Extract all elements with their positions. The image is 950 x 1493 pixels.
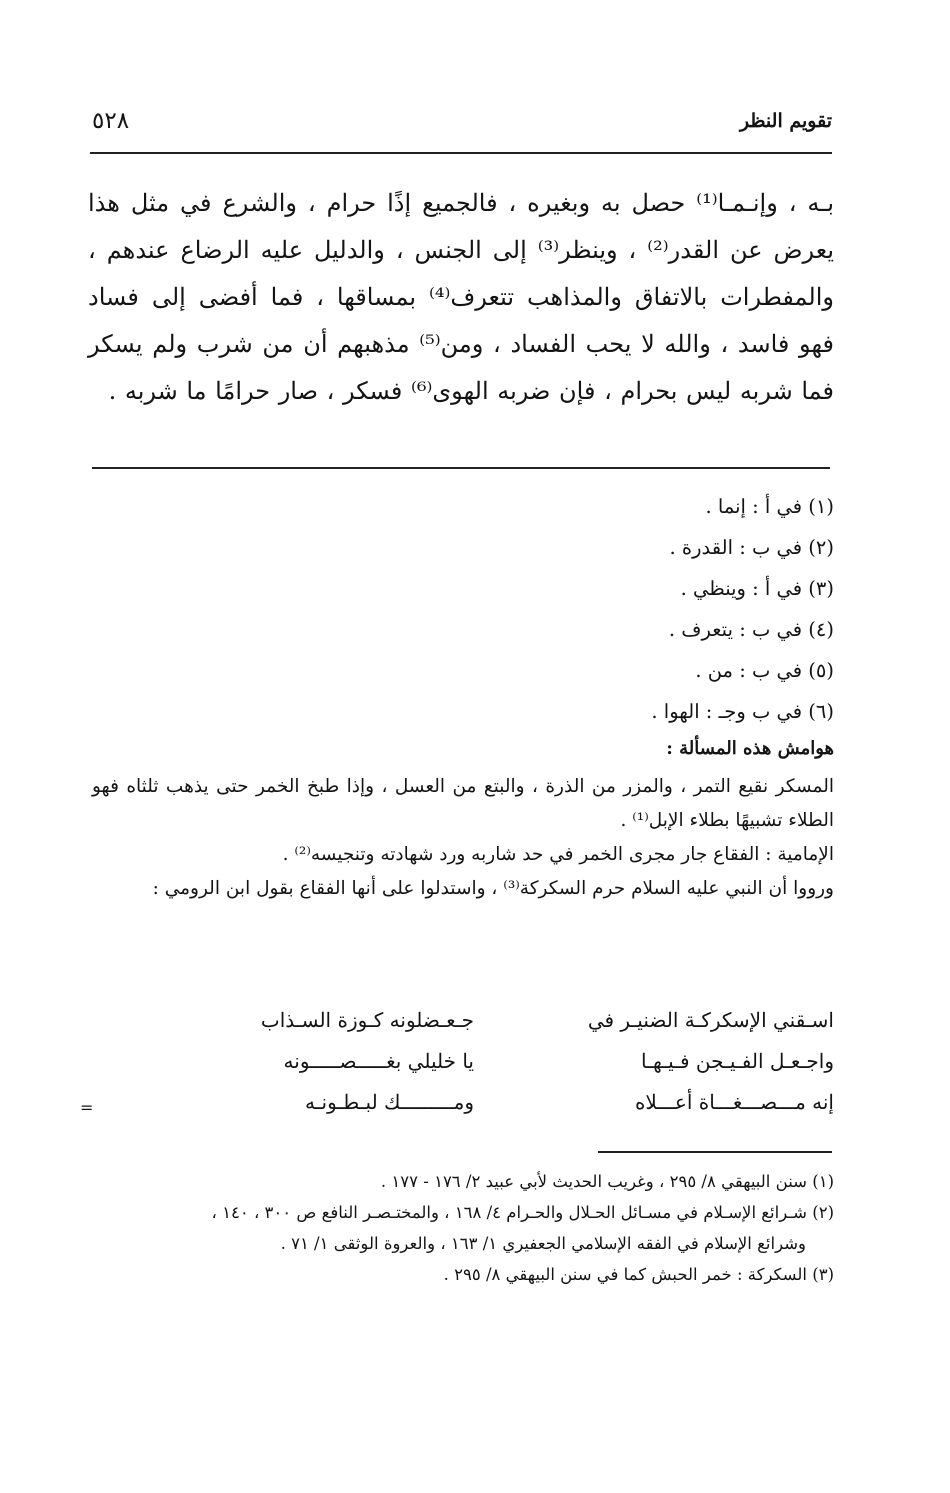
verse-second-hemistich: جـعـضلونه كـوزة السـذاب [260,1008,474,1032]
verse-first-hemistich: واجـعـل الفـيـجن فـيـهـا [641,1049,834,1073]
sources-rule [598,1151,832,1153]
poem-verse [140,1008,834,1048]
variant-note: (٢) في ب : القدرة . [669,536,834,559]
margins-heading: هوامش هذه المسألة : [666,738,834,759]
verse-first-hemistich: اسـقني الإسكركـة الضنيـر في [587,1008,834,1032]
running-title: تقويم النظر [739,110,832,132]
poem [140,1008,834,1128]
running-head [92,106,832,146]
source-notes [92,1166,834,1290]
main-text: بـه ، وإنـمـا⁽¹⁾ حصل به وبغيره ، فالجميع إذًا حرام ، والشرع في مثل هذا يعرض عن القدر⁽²⁾ ، وينظر⁽³⁾ إلى الجنس ، والدليل عليه الرضاع عندهم ، والمفطرات بالاتفاق والمذاهب تتعرف⁽⁴⁾ بمساقها ، فما أفضى إلى فساد فهو فاسد ، والله لا يحب الفساد ، ومن⁽⁵⁾ مذهبهم أن من شرب ولم يسكر فما شربه ليس بحرام ، فإن ضربه الهوى⁽⁶⁾ فسكر ، صار حرامًا ما شربه . [88,189,835,405]
variant-note: (٤) في ب : يتعرف . [668,618,834,641]
margin-paragraph: ورووا أن النبي عليه السلام حرم السكركة⁽³⁾ ، واستدلوا على أنها الفقاع بقول ابن الرومي : [152,878,834,899]
verse-second-hemistich: ومـــــــــك لبـطـونـه [304,1090,474,1114]
source-note: (٢) شـرائع الإسـلام في مسـائل الحـلال والحـرام ٤/ ١٦٨ ، والمختـصـر النافع ص ٣٠٠ ، ١٤٠ ، [211,1203,834,1222]
variant-note: (٣) في أ : وينظي . [680,577,834,600]
variant-note: (٦) في ب وجـ : الهوا . [651,700,834,723]
margin-paragraph: المسكر نقيع التمر ، والمزر من الذرة ، والبتع من العسل ، وإذا طبخ الخمر حتى يذهب ثلثاه فهو الطلاء تشبيهًا بطلاء الإبل⁽¹⁾ . [92,776,834,831]
poem-verse [140,1049,834,1089]
source-note: (١) سنن البيهقي ٨/ ٢٩٥ ، وغريب الحديث لأبي عبيد ٢/ ١٧٦ - ١٧٧ . [380,1172,834,1191]
header-rule [90,152,832,154]
verse-first-hemistich: إنه مـــصـــغـــاة أعـــلاه [634,1090,834,1114]
page-number: ٥٢٨ [92,108,130,134]
poem-verse [140,1090,834,1130]
margins-body [92,770,834,906]
source-note: وشرائع الإسلام في الفقه الإسلامي الجعفيري ١/ ١٦٣ ، والعروة الوثقى ١/ ٧١ . [280,1234,806,1253]
margin-paragraph: الإمامية : الفقاع جار مجرى الخمر في حد شاربه ورد شهادته وتنجيسه⁽²⁾ . [282,844,834,865]
variant-note: (١) في أ : إنما . [705,495,834,518]
verse-second-hemistich: يا خليلي بغـــــصـــــونه [283,1049,474,1073]
variant-notes [134,486,834,732]
variant-note: (٥) في ب : من . [695,659,834,682]
continuation-mark: = [80,1098,94,1117]
footnote-rule [92,467,830,469]
source-note: (٣) السكركة : خمر الحبش كما في سنن البيهقي ٨/ ٢٩٥ . [443,1265,834,1284]
